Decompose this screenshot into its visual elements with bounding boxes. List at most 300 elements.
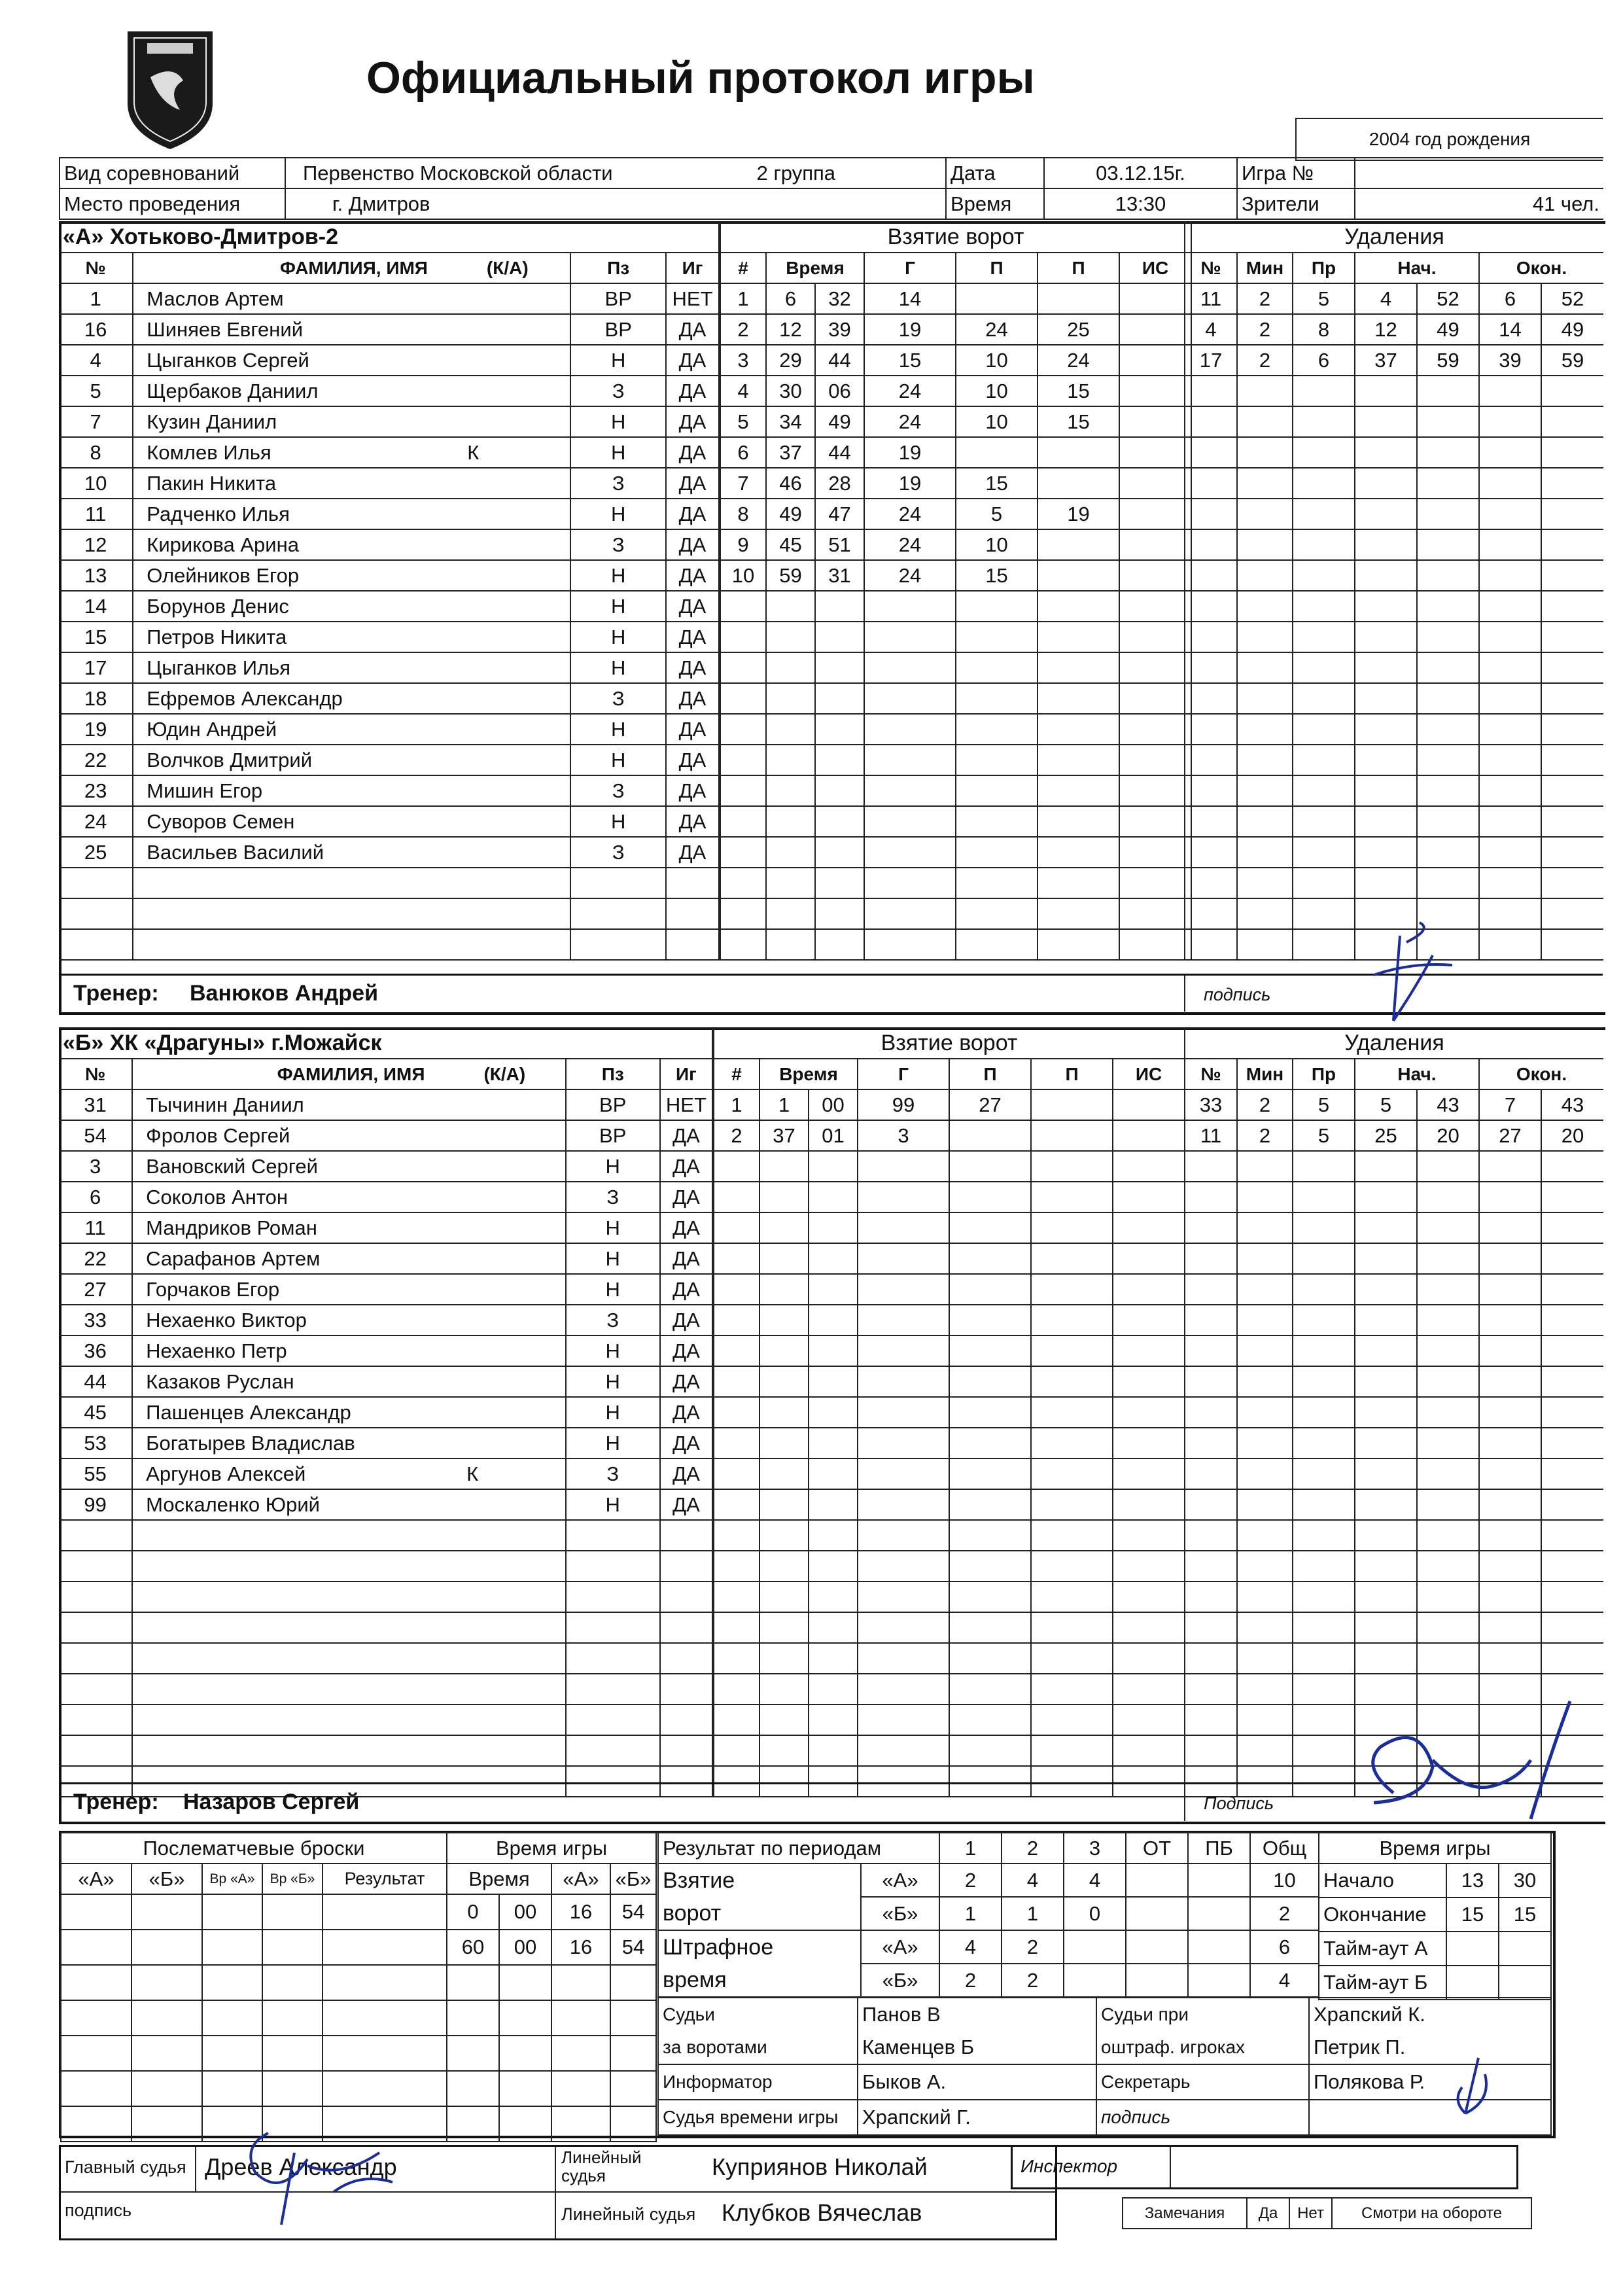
pen-start-sec: 20 xyxy=(1417,1120,1479,1151)
table-row xyxy=(59,1581,712,1612)
col-p2: П xyxy=(1038,253,1119,283)
player-name xyxy=(132,1612,565,1643)
pen-minutes xyxy=(1237,560,1293,591)
pen-judge-1: Храпский К. xyxy=(1309,1998,1551,2031)
table-row xyxy=(714,1089,1185,1120)
goal-number xyxy=(714,1335,759,1366)
player-ig: ДА xyxy=(660,1151,712,1182)
pen-end-min xyxy=(1479,1397,1541,1428)
player-pz: З xyxy=(570,529,666,560)
player-pz: Н xyxy=(566,1366,660,1397)
pen-start-sec xyxy=(1417,529,1479,560)
pen-end-min: 7 xyxy=(1479,1089,1541,1120)
pen-end-sec xyxy=(1541,1643,1603,1674)
player-ig: ДА xyxy=(666,314,719,345)
table-row xyxy=(59,714,719,745)
goal-assist-1 xyxy=(956,283,1038,314)
goal-min xyxy=(766,683,815,714)
goal-is xyxy=(1113,1674,1185,1704)
pen-minutes xyxy=(1237,437,1293,468)
table-row xyxy=(59,1305,712,1335)
pen-player xyxy=(1185,1704,1237,1735)
pen-player: 11 xyxy=(1185,283,1237,314)
table-row xyxy=(720,376,1191,406)
pen-start-min: 12 xyxy=(1355,314,1417,345)
goal-scorer xyxy=(858,1458,949,1489)
goal-sec xyxy=(809,1305,858,1335)
pen-end-min xyxy=(1479,591,1541,622)
pen-end-sec xyxy=(1541,837,1603,868)
goal-min xyxy=(759,1489,809,1520)
goals-b-p: 1 xyxy=(939,1897,1002,1930)
player-number: 5 xyxy=(59,376,133,406)
pen-reason xyxy=(1293,1212,1355,1243)
col-pen-start: Нач. xyxy=(1355,1059,1479,1089)
table-row xyxy=(714,1581,1185,1612)
pen-player xyxy=(1185,1212,1237,1243)
pen-start-sec xyxy=(1417,1335,1479,1366)
remarks-yes[interactable]: Да xyxy=(1247,2198,1289,2229)
pen-end-sec xyxy=(1541,898,1603,929)
pen-player xyxy=(1185,499,1237,529)
player-pz: Н xyxy=(570,560,666,591)
start-h: 13 xyxy=(1446,1863,1499,1898)
goal-is xyxy=(1113,1212,1185,1243)
goal-sec: 32 xyxy=(815,283,864,314)
goals-label: Взятие xyxy=(658,1863,861,1897)
player-ig: НЕТ xyxy=(666,283,719,314)
goal-number xyxy=(714,1243,759,1274)
player-ig: ДА xyxy=(660,1212,712,1243)
pen-start-sec xyxy=(1417,1305,1479,1335)
col-pen-end: Окон. xyxy=(1479,253,1603,283)
player-ig: ДА xyxy=(666,345,719,376)
player-pz xyxy=(566,1704,660,1735)
table-row xyxy=(59,283,719,314)
pen-judges-label: оштраф. игроках xyxy=(1096,2031,1309,2064)
goal-sec xyxy=(809,1674,858,1704)
goal-assist-1 xyxy=(949,1212,1031,1243)
player-ig: ДА xyxy=(666,437,719,468)
col-pen-start: Нач. xyxy=(1355,253,1479,283)
player-pz: Н xyxy=(566,1489,660,1520)
goal-assist-1 xyxy=(956,745,1038,775)
player-ig: ДА xyxy=(660,1305,712,1335)
referee-block xyxy=(59,2145,1057,2240)
sign-label: Подпись xyxy=(1204,1793,1274,1813)
pen-start-sec: 49 xyxy=(1417,314,1479,345)
goal-min xyxy=(759,1151,809,1182)
pen-end-min xyxy=(1479,1151,1541,1182)
player-pz: З xyxy=(570,683,666,714)
goal-number xyxy=(720,837,766,868)
pen-end-min xyxy=(1479,1335,1541,1366)
player-name: Соколов Антон xyxy=(132,1182,565,1212)
goal-assist-1 xyxy=(956,437,1038,468)
player-name: Пашенцев Александр xyxy=(132,1397,565,1428)
pen-start-min xyxy=(1355,1397,1417,1428)
pen-reason xyxy=(1293,775,1355,806)
player-name: Щербаков Даниил xyxy=(133,376,570,406)
pen-end-sec xyxy=(1541,1458,1603,1489)
pen-reason xyxy=(1293,376,1355,406)
goal-assist-1 xyxy=(949,1366,1031,1397)
goal-assist-2 xyxy=(1031,1735,1113,1766)
goal-assist-1 xyxy=(949,1612,1031,1643)
goal-scorer xyxy=(864,868,956,898)
pen-player xyxy=(1185,1305,1237,1335)
pen-start-min xyxy=(1355,529,1417,560)
goal-assist-1 xyxy=(949,1397,1031,1428)
player-name: Горчаков Егор xyxy=(132,1274,565,1305)
pen-start-min xyxy=(1355,376,1417,406)
table-row xyxy=(59,1274,712,1305)
pen-reason xyxy=(1293,1182,1355,1212)
goal-scorer xyxy=(858,1305,949,1335)
goal-number xyxy=(720,898,766,929)
pen-end-sec xyxy=(1541,868,1603,898)
pen-reason xyxy=(1293,591,1355,622)
pen-player xyxy=(1185,868,1237,898)
goal-scorer xyxy=(858,1151,949,1182)
player-name xyxy=(132,1581,565,1612)
table-row xyxy=(720,345,1191,376)
goal-assist-2 xyxy=(1031,1489,1113,1520)
pen-start-sec xyxy=(1417,1212,1479,1243)
col-vr-b: Вр «Б» xyxy=(262,1863,323,1894)
goal-assist-1 xyxy=(949,1335,1031,1366)
player-pz: ВР xyxy=(566,1120,660,1151)
goal-assist-1 xyxy=(949,1489,1031,1520)
table-row xyxy=(59,1704,712,1735)
inspector-label: Инспектор xyxy=(1021,2156,1118,2176)
goal-is xyxy=(1113,1182,1185,1212)
pen-end-sec xyxy=(1541,406,1603,437)
pen-start-sec xyxy=(1417,622,1479,652)
goal-min xyxy=(759,1182,809,1212)
pen-end-sec xyxy=(1541,1612,1603,1643)
col-time: Время xyxy=(447,1863,551,1894)
goal-assist-2: 19 xyxy=(1038,499,1119,529)
pen-end-sec xyxy=(1541,622,1603,652)
player-name xyxy=(133,868,570,898)
pen-end-sec xyxy=(1541,468,1603,499)
goal-sec: 44 xyxy=(815,437,864,468)
pen-start-min xyxy=(1355,1274,1417,1305)
goal-assist-2 xyxy=(1038,560,1119,591)
pen-start-sec xyxy=(1417,1366,1479,1397)
remarks-no[interactable]: Нет xyxy=(1289,2198,1332,2229)
goal-assist-2: 25 xyxy=(1038,314,1119,345)
player-name xyxy=(132,1520,565,1551)
pen-minutes xyxy=(1237,1643,1293,1674)
goal-sec xyxy=(809,1397,858,1428)
pen-start-sec xyxy=(1417,745,1479,775)
pen-start-min: 4 xyxy=(1355,283,1417,314)
player-ig: ДА xyxy=(666,652,719,683)
pen-start-min xyxy=(1355,868,1417,898)
remarks-table xyxy=(1122,2197,1532,2229)
pen-minutes: 2 xyxy=(1237,283,1293,314)
player-name: Богатырев Владислав xyxy=(132,1428,565,1458)
timeout-a: Тайм-аут А xyxy=(1319,1932,1446,1966)
goal-scorer: 19 xyxy=(864,468,956,499)
match-time-title: Время игры xyxy=(1319,1833,1551,1863)
goal-is xyxy=(1119,775,1191,806)
table-row xyxy=(59,1735,712,1766)
player-pz: Н xyxy=(566,1397,660,1428)
pen-start-min xyxy=(1355,745,1417,775)
player-number: 13 xyxy=(59,560,133,591)
pen-end-sec xyxy=(1541,529,1603,560)
pen-player: 11 xyxy=(1185,1120,1237,1151)
goal-scorer xyxy=(858,1551,949,1581)
col-time: Время xyxy=(766,253,864,283)
table-row xyxy=(720,806,1191,837)
goal-is xyxy=(1113,1735,1185,1766)
goal-assist-1: 10 xyxy=(956,529,1038,560)
team-b-mark: «Б» xyxy=(861,1964,939,1997)
pen-start-min xyxy=(1355,1612,1417,1643)
player-pz: Н xyxy=(566,1274,660,1305)
time-label: Время xyxy=(946,188,1044,219)
pen-reason xyxy=(1293,1551,1355,1581)
goal-assist-2 xyxy=(1031,1366,1113,1397)
table-row xyxy=(59,499,719,529)
table-row xyxy=(59,1489,712,1520)
player-number: 17 xyxy=(59,652,133,683)
goal-assist-1: 15 xyxy=(956,468,1038,499)
player-number: 23 xyxy=(59,775,133,806)
player-number: 7 xyxy=(59,406,133,437)
goal-is xyxy=(1119,898,1191,929)
pen-end-min xyxy=(1479,683,1541,714)
player-number: 18 xyxy=(59,683,133,714)
player-number xyxy=(59,1551,132,1581)
goal-min xyxy=(766,806,815,837)
page-title: Официальный протокол игры xyxy=(366,53,1035,103)
goal-assist-1 xyxy=(949,1704,1031,1735)
goal-number xyxy=(714,1643,759,1674)
player-name: Комлев Илья К xyxy=(133,437,570,468)
player-pz xyxy=(570,929,666,960)
goal-number xyxy=(720,745,766,775)
player-name xyxy=(132,1551,565,1581)
goal-is xyxy=(1119,806,1191,837)
goal-min xyxy=(759,1212,809,1243)
goal-sec xyxy=(809,1151,858,1182)
goal-sec xyxy=(809,1735,858,1766)
pen-start-min xyxy=(1355,1428,1417,1458)
player-pz xyxy=(566,1581,660,1612)
pen-start-min xyxy=(1355,1335,1417,1366)
player-pz: Н xyxy=(570,806,666,837)
table-row xyxy=(59,1212,712,1243)
goal-sec: 28 xyxy=(815,468,864,499)
table-row xyxy=(59,314,719,345)
table-row xyxy=(714,1458,1185,1489)
pen-start-min: 5 xyxy=(1355,1089,1417,1120)
player-ig: ДА xyxy=(666,775,719,806)
player-number: 11 xyxy=(59,499,133,529)
player-number xyxy=(59,1704,132,1735)
player-ig: ДА xyxy=(660,1366,712,1397)
pen-end-min xyxy=(1479,1489,1541,1520)
player-ig xyxy=(666,898,719,929)
goal-sec xyxy=(809,1182,858,1212)
pen-player xyxy=(1185,806,1237,837)
goals-a-total: 10 xyxy=(1250,1863,1319,1897)
goal-min xyxy=(759,1612,809,1643)
goal-is xyxy=(1119,376,1191,406)
player-number xyxy=(59,929,133,960)
pen-b-total: 4 xyxy=(1250,1964,1319,1997)
col-pz: Пз xyxy=(570,253,666,283)
goal-scorer: 24 xyxy=(864,376,956,406)
goal-min: 46 xyxy=(766,468,815,499)
time-value: 13:30 xyxy=(1044,188,1237,219)
goal-scorer xyxy=(864,898,956,929)
player-pz: ВР xyxy=(566,1089,660,1120)
goal-number: 5 xyxy=(720,406,766,437)
goal-is xyxy=(1113,1612,1185,1643)
pen-start-sec xyxy=(1417,1458,1479,1489)
pen-end-min xyxy=(1479,714,1541,745)
pen-reason xyxy=(1293,1243,1355,1274)
goal-scorer xyxy=(864,806,956,837)
pen-end-min xyxy=(1479,468,1541,499)
col-vr-a: Вр «А» xyxy=(202,1863,262,1894)
pen-start-min xyxy=(1355,1182,1417,1212)
table-row xyxy=(59,1397,712,1428)
goal-assist-2 xyxy=(1038,683,1119,714)
pen-player xyxy=(1185,1182,1237,1212)
player-name: Казаков Руслан xyxy=(132,1366,565,1397)
goal-sec xyxy=(809,1428,858,1458)
pen-minutes xyxy=(1237,1428,1293,1458)
goal-sec xyxy=(815,714,864,745)
table-row xyxy=(59,345,719,376)
place-label: Место проведения xyxy=(60,188,285,219)
goal-min: 29 xyxy=(766,345,815,376)
goal-assist-2 xyxy=(1031,1520,1113,1551)
goal-sec xyxy=(809,1274,858,1305)
pen-reason xyxy=(1293,1458,1355,1489)
pen-end-sec xyxy=(1541,806,1603,837)
goal-is xyxy=(1113,1489,1185,1520)
col-pen-min: Мин xyxy=(1237,1059,1293,1089)
goal-min xyxy=(766,775,815,806)
inspector-box xyxy=(1011,2145,1518,2189)
goal-scorer xyxy=(858,1274,949,1305)
table-row xyxy=(59,1366,712,1397)
table-row xyxy=(59,1120,712,1151)
time-b: 54 xyxy=(610,1894,656,1930)
goal-is xyxy=(1119,652,1191,683)
goal-scorer: 24 xyxy=(864,529,956,560)
pen-start-min xyxy=(1355,1366,1417,1397)
player-name: Мишин Егор xyxy=(133,775,570,806)
table-row xyxy=(714,1489,1185,1520)
table-row xyxy=(1185,683,1603,714)
goal-assist-1 xyxy=(956,806,1038,837)
col-g: Г xyxy=(864,253,956,283)
goal-assist-2 xyxy=(1031,1243,1113,1274)
goal-number: 1 xyxy=(714,1089,759,1120)
linesman2-label: Линейный судья xyxy=(561,2204,696,2224)
table-row xyxy=(714,1335,1185,1366)
pen-reason xyxy=(1293,1520,1355,1551)
goal-is xyxy=(1113,1704,1185,1735)
goal-assist-2 xyxy=(1031,1458,1113,1489)
pen-end-sec xyxy=(1541,1428,1603,1458)
goal-is xyxy=(1119,622,1191,652)
goal-sec xyxy=(809,1489,858,1520)
table-row xyxy=(1185,1428,1603,1458)
officials-table xyxy=(657,1997,1552,2136)
time-sec: 00 xyxy=(499,1930,551,1965)
pen-end-min xyxy=(1479,406,1541,437)
game-time-table xyxy=(446,1832,657,2142)
table-row xyxy=(59,1612,712,1643)
pen-minutes xyxy=(1237,1581,1293,1612)
pen-minutes xyxy=(1237,1182,1293,1212)
player-ig xyxy=(666,929,719,960)
player-ig: ДА xyxy=(660,1428,712,1458)
pen-start-sec xyxy=(1417,406,1479,437)
goal-is xyxy=(1119,437,1191,468)
goal-number: 2 xyxy=(720,314,766,345)
start-m: 30 xyxy=(1499,1863,1551,1898)
goal-sec xyxy=(809,1551,858,1581)
goal-number xyxy=(714,1428,759,1458)
goal-sec: 51 xyxy=(815,529,864,560)
time-min: 60 xyxy=(447,1930,499,1965)
table-row xyxy=(720,560,1191,591)
pen-end-min xyxy=(1479,1581,1541,1612)
player-pz xyxy=(570,868,666,898)
player-number xyxy=(59,1643,132,1674)
player-number: 53 xyxy=(59,1428,132,1458)
goal-sec: 06 xyxy=(815,376,864,406)
goal-assist-2 xyxy=(1031,1274,1113,1305)
pen-minutes xyxy=(1237,591,1293,622)
pen-end-min xyxy=(1479,745,1541,775)
goal-number xyxy=(720,652,766,683)
pen-start-sec xyxy=(1417,1489,1479,1520)
team-a-penalties xyxy=(1184,221,1603,961)
goal-is xyxy=(1113,1397,1185,1428)
sign-label: подпись xyxy=(65,2200,132,2220)
goal-assist-2 xyxy=(1038,468,1119,499)
table-row xyxy=(59,683,719,714)
goal-assist-1 xyxy=(956,714,1038,745)
goal-sec xyxy=(815,898,864,929)
player-ig xyxy=(660,1520,712,1551)
goal-number xyxy=(720,868,766,898)
pen-reason xyxy=(1293,468,1355,499)
pen-player xyxy=(1185,1366,1237,1397)
goal-min xyxy=(766,714,815,745)
goal-assist-1 xyxy=(956,622,1038,652)
pen-end-min xyxy=(1479,652,1541,683)
col-goal-num: # xyxy=(720,253,766,283)
table-row xyxy=(1185,591,1603,622)
goal-number xyxy=(720,929,766,960)
player-ig: ДА xyxy=(660,1120,712,1151)
player-name: Пакин Никита xyxy=(133,468,570,499)
pen-start-sec: 59 xyxy=(1417,345,1479,376)
